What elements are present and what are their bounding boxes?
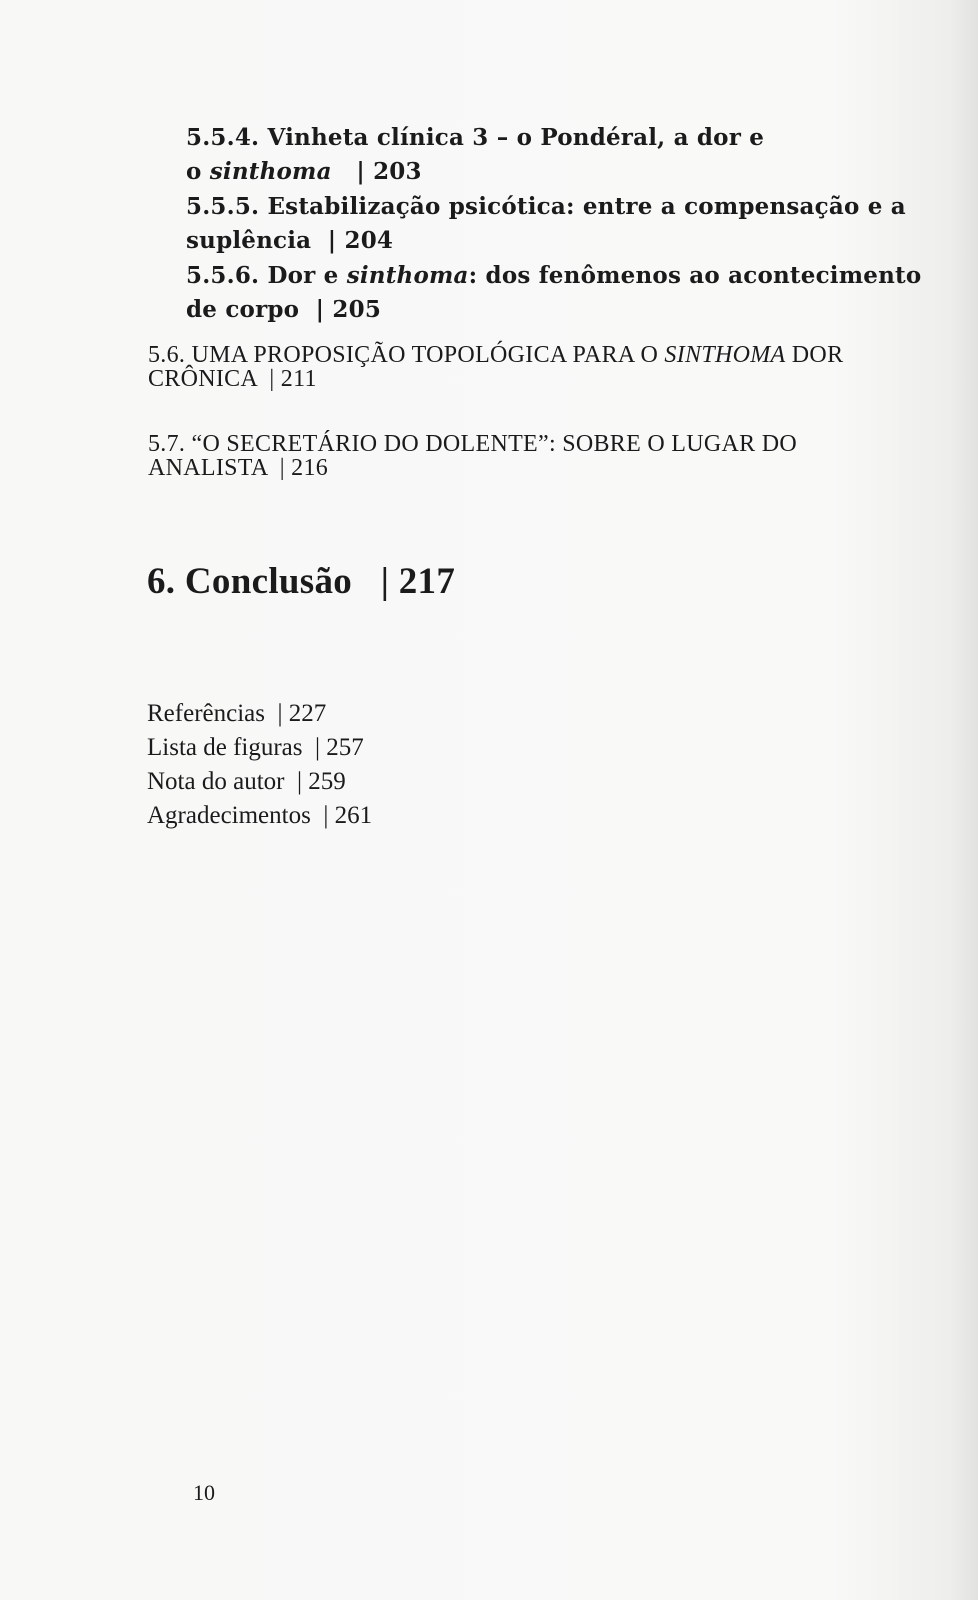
toc-entry-italic-term: sinthoma	[346, 262, 469, 289]
toc-entry-title: Referências	[147, 700, 265, 727]
toc-entry-acknowledgements[interactable]	[147, 799, 372, 833]
toc-page-number: | 259	[296, 768, 346, 795]
toc-entry-title-cont: de corpo	[186, 296, 300, 323]
toc-entry-title: Nota do autor	[147, 768, 285, 795]
toc-entry-5-5-5[interactable]	[186, 190, 906, 258]
toc-entry-author-note[interactable]	[147, 765, 372, 799]
toc-entry-title-suffix: : dos fenômenos ao acontecimento	[468, 262, 922, 289]
toc-entry-title: 5.5.4. Vinheta clínica 3 – o Pondéral, a dor e	[186, 124, 765, 151]
toc-entry-5-7[interactable]	[148, 432, 797, 480]
toc-entry-title-cont: suplência	[186, 227, 312, 254]
toc-entry-title-cont: ANALISTA	[148, 455, 268, 481]
toc-page-number: | 261	[323, 802, 373, 829]
toc-page-number: | 205	[315, 296, 382, 323]
chapter-title: 6. Conclusão	[147, 561, 353, 602]
toc-back-matter	[147, 697, 372, 833]
toc-entry-title: 5.6. UMA PROPOSIÇÃO TOPOLÓGICA PARA O	[148, 342, 665, 368]
toc-entry-title-suffix: DOR	[785, 342, 844, 368]
toc-entry-title: 5.7. “O SECRETÁRIO DO DOLENTE”: SOBRE O LUGAR DO	[148, 431, 798, 457]
toc-entry-title-cont: CRÔNICA	[148, 366, 257, 392]
toc-page-number: | 227	[277, 700, 327, 727]
toc-entry-title: 5.5.5. Estabilização psicótica: entre a compensação e a	[186, 193, 906, 220]
toc-page-number: | 217	[380, 561, 456, 602]
page-number: 10	[193, 1480, 215, 1505]
toc-entry-5-5-6[interactable]	[186, 259, 921, 327]
toc-entry-5-5-4[interactable]	[186, 121, 764, 189]
toc-entry-title: Agradecimentos	[147, 802, 311, 829]
toc-entry-italic-term: sinthoma	[209, 158, 332, 185]
toc-chapter-6[interactable]	[147, 560, 455, 603]
toc-entry-5-6[interactable]	[148, 343, 843, 391]
toc-entry-title-cont: o	[186, 158, 210, 185]
toc-page-number: | 257	[315, 734, 364, 761]
toc-entry-italic-term: SINTHOMA	[664, 342, 786, 368]
toc-entry-figures-list[interactable]	[147, 731, 372, 765]
toc-entry-title: 5.5.6. Dor e	[186, 262, 347, 289]
toc-page-number: | 203	[356, 158, 422, 185]
toc-page-number: | 216	[279, 455, 329, 481]
toc-page-number: | 211	[269, 366, 317, 392]
toc-entry-references[interactable]	[147, 697, 372, 731]
toc-page-number: | 204	[327, 227, 394, 254]
toc-entry-title: Lista de figuras	[147, 734, 303, 761]
